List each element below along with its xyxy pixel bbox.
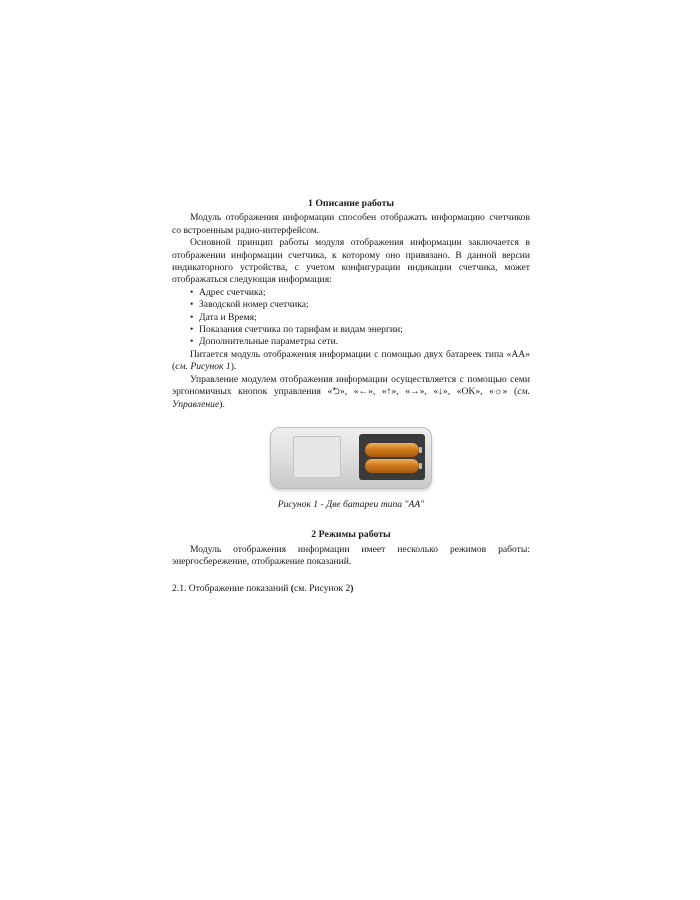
paragraph-text: Питается модуль отображения информации с помощью двух батареек типа «АА» ( [172,348,530,373]
control-reference: см. Управление [172,386,530,410]
battery-device-image [270,427,432,489]
figure-reference: см. Рисунок 2 [293,582,351,594]
list-item: • Адрес счетчика; [190,287,530,299]
paragraph-text: Управление модулем отображения информации осуществляется с помощью семи эргономичных кнопок управления «⮌», «←», «↑», «→», «↓», «OK», «☼» ( [172,373,530,398]
paragraph-text-end: ). [230,361,237,373]
section-1-heading: 1 Описание работы [307,198,395,209]
figure-1-caption: Рисунок 1 - Две батареи типа "АА" [277,498,425,510]
battery-compartment [359,434,425,480]
paren-close: ) [350,582,354,594]
section-2 [172,529,530,568]
section-1-paragraph-3 [172,349,530,374]
device-panel [293,436,341,478]
section-1-paragraph-4 [172,374,530,411]
list-item: • Показания счетчика по тарифам и видам энергии; [190,324,530,336]
section-2-heading: 2 Режимы работы [311,529,391,541]
list-item: • Заводской номер счетчика; [190,299,530,311]
section-1-paragraph-2: Основной принцип работы модуля отображения информации заключается в отображении информации счетчика, к которому оно привязано. В данной версии индикаторного устройства, с учетом конфигурации индикации счетчика, может отображаться следующая информация: [172,237,530,286]
document-page [172,198,530,595]
figure-1 [172,427,530,511]
subsection-title: 2.1. Отображение показаний [172,582,291,594]
figure-reference: см. Рисунок 1 [175,361,231,373]
info-list [172,287,530,349]
paren-open: ( [290,582,294,594]
section-1-paragraph-1: Модуль отображения информации способен отображать информацию счетчиков со встроенным радио-интерфейсом. [172,212,530,236]
list-item: • Дата и Время; [190,312,530,324]
aa-battery [365,443,419,457]
list-item: • Дополнительные параметры сети. [190,336,530,348]
aa-battery [365,459,419,473]
section-2-paragraph-1: Модуль отображения информации имеет несколько режимов работы: энергосбережение, отображение показаний. [172,543,530,568]
paragraph-text-end: ). [219,398,225,410]
subsection-2-1 [172,583,530,595]
